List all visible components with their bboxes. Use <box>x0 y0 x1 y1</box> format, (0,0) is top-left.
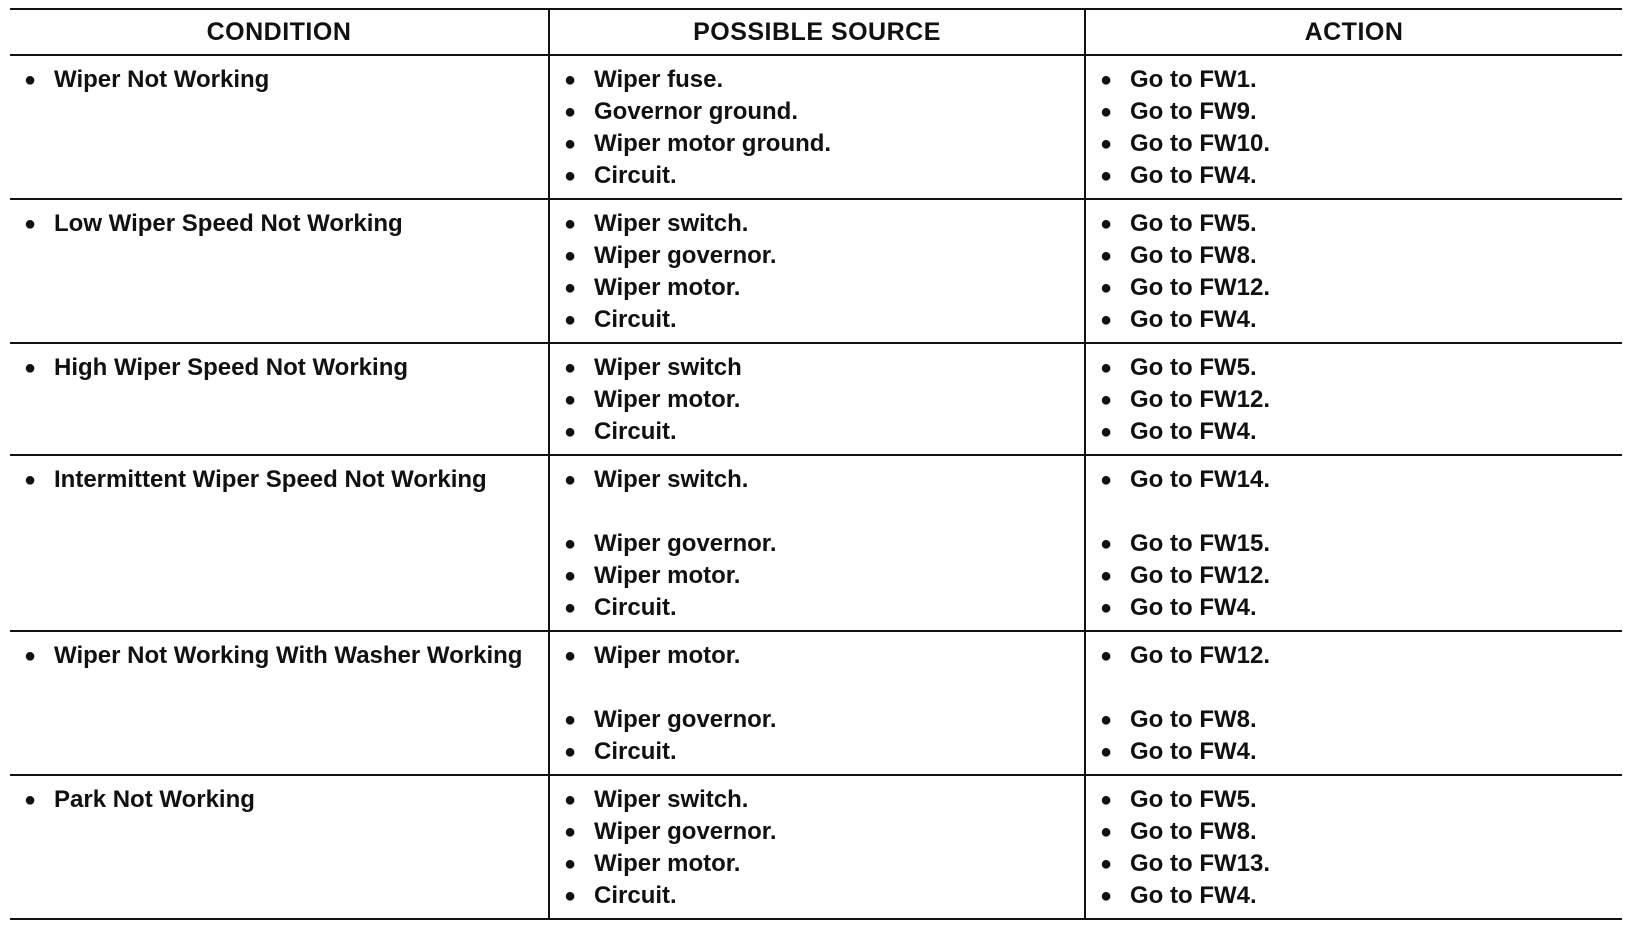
action-item <box>1100 880 1612 912</box>
bullet-icon: ● <box>1100 469 1113 491</box>
action-item <box>1100 272 1612 304</box>
bullet-icon: ● <box>1100 421 1113 443</box>
action-item <box>1100 640 1612 672</box>
action-cell <box>1084 56 1622 198</box>
action-prefix: Go to <box>1130 594 1193 621</box>
action-item <box>1100 816 1612 848</box>
action-code: FW5. <box>1199 354 1257 381</box>
action-code: FW12. <box>1199 642 1271 669</box>
action-prefix: Go to <box>1130 530 1193 557</box>
bullet-icon: ● <box>564 165 577 187</box>
action-prefix: Go to <box>1130 850 1193 877</box>
diagnosis-table <box>10 8 1622 920</box>
source-item <box>564 96 1074 128</box>
action-code: FW4. <box>1199 306 1257 333</box>
source-cell <box>548 776 1084 918</box>
source-text: Wiper switch. <box>594 786 749 813</box>
source-item <box>564 416 1074 448</box>
source-text: Wiper motor. <box>594 642 741 669</box>
source-cell <box>548 200 1084 342</box>
bullet-icon: ● <box>564 885 577 907</box>
action-item <box>1100 304 1612 336</box>
action-item <box>1100 736 1612 768</box>
source-text: Wiper switch. <box>594 466 749 493</box>
bullet-icon: ● <box>564 853 577 875</box>
source-text: Wiper governor. <box>594 242 777 269</box>
bullet-icon: ● <box>564 213 577 235</box>
source-item <box>564 640 1074 672</box>
action-item <box>1100 464 1612 496</box>
condition-item <box>24 352 538 384</box>
source-text: Wiper motor. <box>594 274 741 301</box>
source-text: Wiper switch. <box>594 210 749 237</box>
condition-item <box>24 640 538 672</box>
bullet-icon: ● <box>564 789 577 811</box>
action-prefix: Go to <box>1130 210 1193 237</box>
bullet-icon: ● <box>1100 213 1113 235</box>
action-code: FW5. <box>1199 786 1257 813</box>
action-code: FW12. <box>1199 386 1271 413</box>
action-item <box>1100 160 1612 192</box>
action-prefix: Go to <box>1130 98 1193 125</box>
action-code: FW4. <box>1199 594 1257 621</box>
condition-text: High Wiper Speed Not Working <box>54 354 409 381</box>
source-item <box>564 592 1074 624</box>
bullet-icon: ● <box>24 213 37 235</box>
action-item <box>1100 848 1612 880</box>
condition-cell <box>10 632 548 774</box>
bullet-icon: ● <box>1100 709 1113 731</box>
bullet-icon: ● <box>1100 565 1113 587</box>
table-row <box>10 632 1622 776</box>
bullet-icon: ● <box>1100 277 1113 299</box>
source-item <box>564 208 1074 240</box>
action-prefix: Go to <box>1130 274 1193 301</box>
header-condition: CONDITION <box>206 17 352 46</box>
bullet-icon: ● <box>24 789 37 811</box>
source-text: Wiper governor. <box>594 706 777 733</box>
source-cell <box>548 56 1084 198</box>
bullet-icon: ● <box>1100 389 1113 411</box>
source-text: Wiper switch <box>594 354 742 381</box>
action-code: FW4. <box>1199 738 1257 765</box>
action-prefix: Go to <box>1130 562 1193 589</box>
action-prefix: Go to <box>1130 738 1193 765</box>
bullet-icon: ● <box>1100 69 1113 91</box>
condition-text: Intermittent Wiper Speed Not Working <box>54 466 487 493</box>
condition-cell <box>10 456 548 630</box>
bullet-icon: ● <box>564 277 577 299</box>
action-item <box>1100 704 1612 736</box>
bullet-icon: ● <box>564 69 577 91</box>
bullet-icon: ● <box>24 645 37 667</box>
action-prefix: Go to <box>1130 162 1193 189</box>
action-prefix: Go to <box>1130 706 1193 733</box>
source-item <box>564 816 1074 848</box>
source-item <box>564 880 1074 912</box>
bullet-icon: ● <box>564 645 577 667</box>
condition-text: Low Wiper Speed Not Working <box>54 210 403 237</box>
bullet-icon: ● <box>1100 101 1113 123</box>
bullet-icon: ● <box>564 389 577 411</box>
action-prefix: Go to <box>1130 66 1193 93</box>
table-row <box>10 456 1622 632</box>
condition-item <box>24 208 538 240</box>
source-item <box>564 528 1074 560</box>
action-code: FW10. <box>1199 130 1271 157</box>
source-cell <box>548 456 1084 630</box>
action-prefix: Go to <box>1130 386 1193 413</box>
bullet-icon: ● <box>1100 821 1113 843</box>
bullet-icon: ● <box>564 133 577 155</box>
action-code: FW14. <box>1199 466 1271 493</box>
action-item <box>1100 592 1612 624</box>
action-prefix: Go to <box>1130 882 1193 909</box>
action-code: FW1. <box>1199 66 1257 93</box>
action-code: FW4. <box>1199 418 1257 445</box>
bullet-icon: ● <box>1100 165 1113 187</box>
bullet-icon: ● <box>564 821 577 843</box>
action-code: FW9. <box>1199 98 1257 125</box>
header-possible-source: POSSIBLE SOURCE <box>548 10 1084 54</box>
bullet-icon: ● <box>1100 597 1113 619</box>
bullet-icon: ● <box>24 469 37 491</box>
source-cell <box>548 344 1084 454</box>
action-item <box>1100 352 1612 384</box>
action-code: FW8. <box>1199 706 1257 733</box>
action-code: FW4. <box>1199 162 1257 189</box>
condition-cell <box>10 344 548 454</box>
bullet-icon: ● <box>564 533 577 555</box>
bullet-icon: ● <box>1100 853 1113 875</box>
source-item <box>564 352 1074 384</box>
action-item <box>1100 560 1612 592</box>
table-row <box>10 776 1622 920</box>
source-item <box>564 464 1074 496</box>
source-text: Circuit. <box>594 306 677 333</box>
action-cell <box>1084 344 1622 454</box>
header-action: ACTION <box>1084 10 1622 54</box>
source-item <box>564 272 1074 304</box>
source-text: Circuit. <box>594 418 677 445</box>
table-row <box>10 200 1622 344</box>
source-text: Wiper motor. <box>594 386 741 413</box>
condition-cell <box>10 776 548 918</box>
table-row <box>10 56 1622 200</box>
bullet-icon: ● <box>1100 741 1113 763</box>
condition-item <box>24 784 538 816</box>
bullet-icon: ● <box>1100 885 1113 907</box>
source-text: Circuit. <box>594 594 677 621</box>
action-prefix: Go to <box>1130 786 1193 813</box>
bullet-icon: ● <box>1100 789 1113 811</box>
action-cell <box>1084 200 1622 342</box>
action-item <box>1100 240 1612 272</box>
condition-cell <box>10 200 548 342</box>
action-code: FW13. <box>1199 850 1271 877</box>
table-row <box>10 344 1622 456</box>
source-text: Wiper fuse. <box>594 66 724 93</box>
condition-text: Wiper Not Working With Washer Working <box>54 642 523 669</box>
bullet-icon: ● <box>564 421 577 443</box>
source-item <box>564 848 1074 880</box>
action-prefix: Go to <box>1130 354 1193 381</box>
source-item <box>564 384 1074 416</box>
action-prefix: Go to <box>1130 466 1193 493</box>
source-text: Wiper governor. <box>594 818 777 845</box>
condition-text: Park Not Working <box>54 786 255 813</box>
bullet-icon: ● <box>564 245 577 267</box>
action-prefix: Go to <box>1130 306 1193 333</box>
bullet-icon: ● <box>24 69 37 91</box>
condition-item <box>24 64 538 96</box>
action-code: FW5. <box>1199 210 1257 237</box>
source-item <box>564 304 1074 336</box>
bullet-icon: ● <box>1100 357 1113 379</box>
source-item <box>564 560 1074 592</box>
action-cell <box>1084 456 1622 630</box>
action-item <box>1100 128 1612 160</box>
table-header <box>10 8 1622 56</box>
source-item <box>564 128 1074 160</box>
action-item <box>1100 416 1612 448</box>
bullet-icon: ● <box>564 469 577 491</box>
action-prefix: Go to <box>1130 418 1193 445</box>
bullet-icon: ● <box>1100 645 1113 667</box>
bullet-icon: ● <box>564 101 577 123</box>
action-cell <box>1084 776 1622 918</box>
action-cell <box>1084 632 1622 774</box>
source-item <box>564 736 1074 768</box>
source-text: Governor ground. <box>594 98 798 125</box>
bullet-icon: ● <box>564 597 577 619</box>
condition-cell <box>10 56 548 198</box>
action-item <box>1100 528 1612 560</box>
action-item <box>1100 64 1612 96</box>
action-code: FW4. <box>1199 882 1257 909</box>
action-prefix: Go to <box>1130 242 1193 269</box>
bullet-icon: ● <box>1100 245 1113 267</box>
source-item <box>564 784 1074 816</box>
source-text: Wiper motor. <box>594 562 741 589</box>
action-code: FW12. <box>1199 562 1271 589</box>
action-item <box>1100 784 1612 816</box>
bullet-icon: ● <box>564 357 577 379</box>
source-text: Wiper motor ground. <box>594 130 832 157</box>
bullet-icon: ● <box>24 357 37 379</box>
condition-text: Wiper Not Working <box>54 66 270 93</box>
action-item <box>1100 208 1612 240</box>
source-cell <box>548 632 1084 774</box>
action-prefix: Go to <box>1130 130 1193 157</box>
source-item <box>564 240 1074 272</box>
source-item <box>564 160 1074 192</box>
source-item <box>564 704 1074 736</box>
bullet-icon: ● <box>1100 533 1113 555</box>
bullet-icon: ● <box>564 565 577 587</box>
action-item <box>1100 96 1612 128</box>
action-code: FW15. <box>1199 530 1271 557</box>
action-item <box>1100 384 1612 416</box>
source-text: Wiper governor. <box>594 530 777 557</box>
bullet-icon: ● <box>1100 309 1113 331</box>
action-prefix: Go to <box>1130 818 1193 845</box>
bullet-icon: ● <box>564 741 577 763</box>
source-text: Circuit. <box>594 162 677 189</box>
action-code: FW12. <box>1199 274 1271 301</box>
bullet-icon: ● <box>564 309 577 331</box>
action-code: FW8. <box>1199 242 1257 269</box>
source-text: Wiper motor. <box>594 850 741 877</box>
condition-item <box>24 464 538 496</box>
source-item <box>564 64 1074 96</box>
table-body <box>10 56 1622 920</box>
source-text: Circuit. <box>594 738 677 765</box>
action-code: FW8. <box>1199 818 1257 845</box>
source-text: Circuit. <box>594 882 677 909</box>
action-prefix: Go to <box>1130 642 1193 669</box>
bullet-icon: ● <box>564 709 577 731</box>
bullet-icon: ● <box>1100 133 1113 155</box>
